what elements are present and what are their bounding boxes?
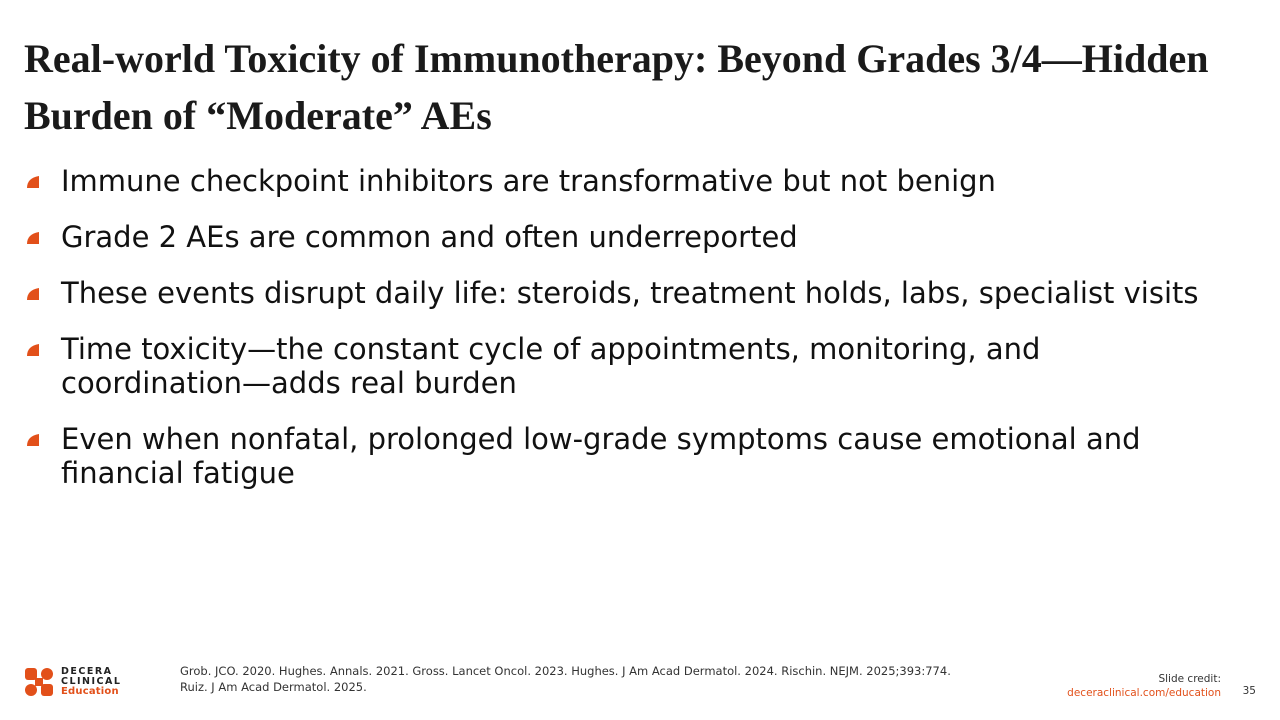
bullet-icon xyxy=(26,433,40,447)
bullet-item xyxy=(24,164,1224,198)
bullet-item xyxy=(24,332,1224,400)
credit-label: Slide credit: xyxy=(1158,673,1221,685)
logo-line-clinical: CLINICAL xyxy=(61,676,122,687)
logo-line-education: Education xyxy=(61,686,119,697)
page-number: 35 xyxy=(1242,685,1256,697)
bullet-icon xyxy=(26,175,40,189)
credit-link[interactable]: deceraclinical.com/education xyxy=(1067,687,1221,699)
bullet-text: Time toxicity—the constant cycle of appointments, monitoring, and coordination—adds real burden xyxy=(61,332,1041,400)
logo-text xyxy=(61,667,121,697)
logo-line-decera: DECERA xyxy=(61,666,113,677)
bullet-text: Immune checkpoint inhibitors are transformative but not benign xyxy=(61,164,996,198)
bullet-item xyxy=(24,422,1224,490)
bullet-text: Grade 2 AEs are common and often underreported xyxy=(61,220,798,254)
references: Grob. JCO. 2020. Hughes. Annals. 2021. Gross. Lancet Oncol. 2023. Hughes. J Am Acad Dermatol. 2024. Rischin. NEJM. 2025;393:774. Ruiz. J Am Acad Dermatol. 2025. xyxy=(180,664,951,694)
slide-credit xyxy=(1067,672,1221,700)
bullet-text: Even when nonfatal, prolonged low-grade symptoms cause emotional and financial fatigue xyxy=(61,422,1141,490)
bullet-item xyxy=(24,276,1224,310)
bullet-list xyxy=(24,164,1224,512)
bullet-icon xyxy=(26,231,40,245)
bullet-icon xyxy=(26,287,40,301)
bullet-text: These events disrupt daily life: steroids, treatment holds, labs, specialist visits xyxy=(61,276,1199,310)
slide-title: Real-world Toxicity of Immunotherapy: Beyond Grades 3/4—Hidden Burden of “Moderate” AEs xyxy=(24,36,1209,138)
logo-mark-icon xyxy=(24,667,54,697)
bullet-icon xyxy=(26,343,40,357)
decera-logo xyxy=(24,665,164,699)
bullet-item xyxy=(24,220,1224,254)
